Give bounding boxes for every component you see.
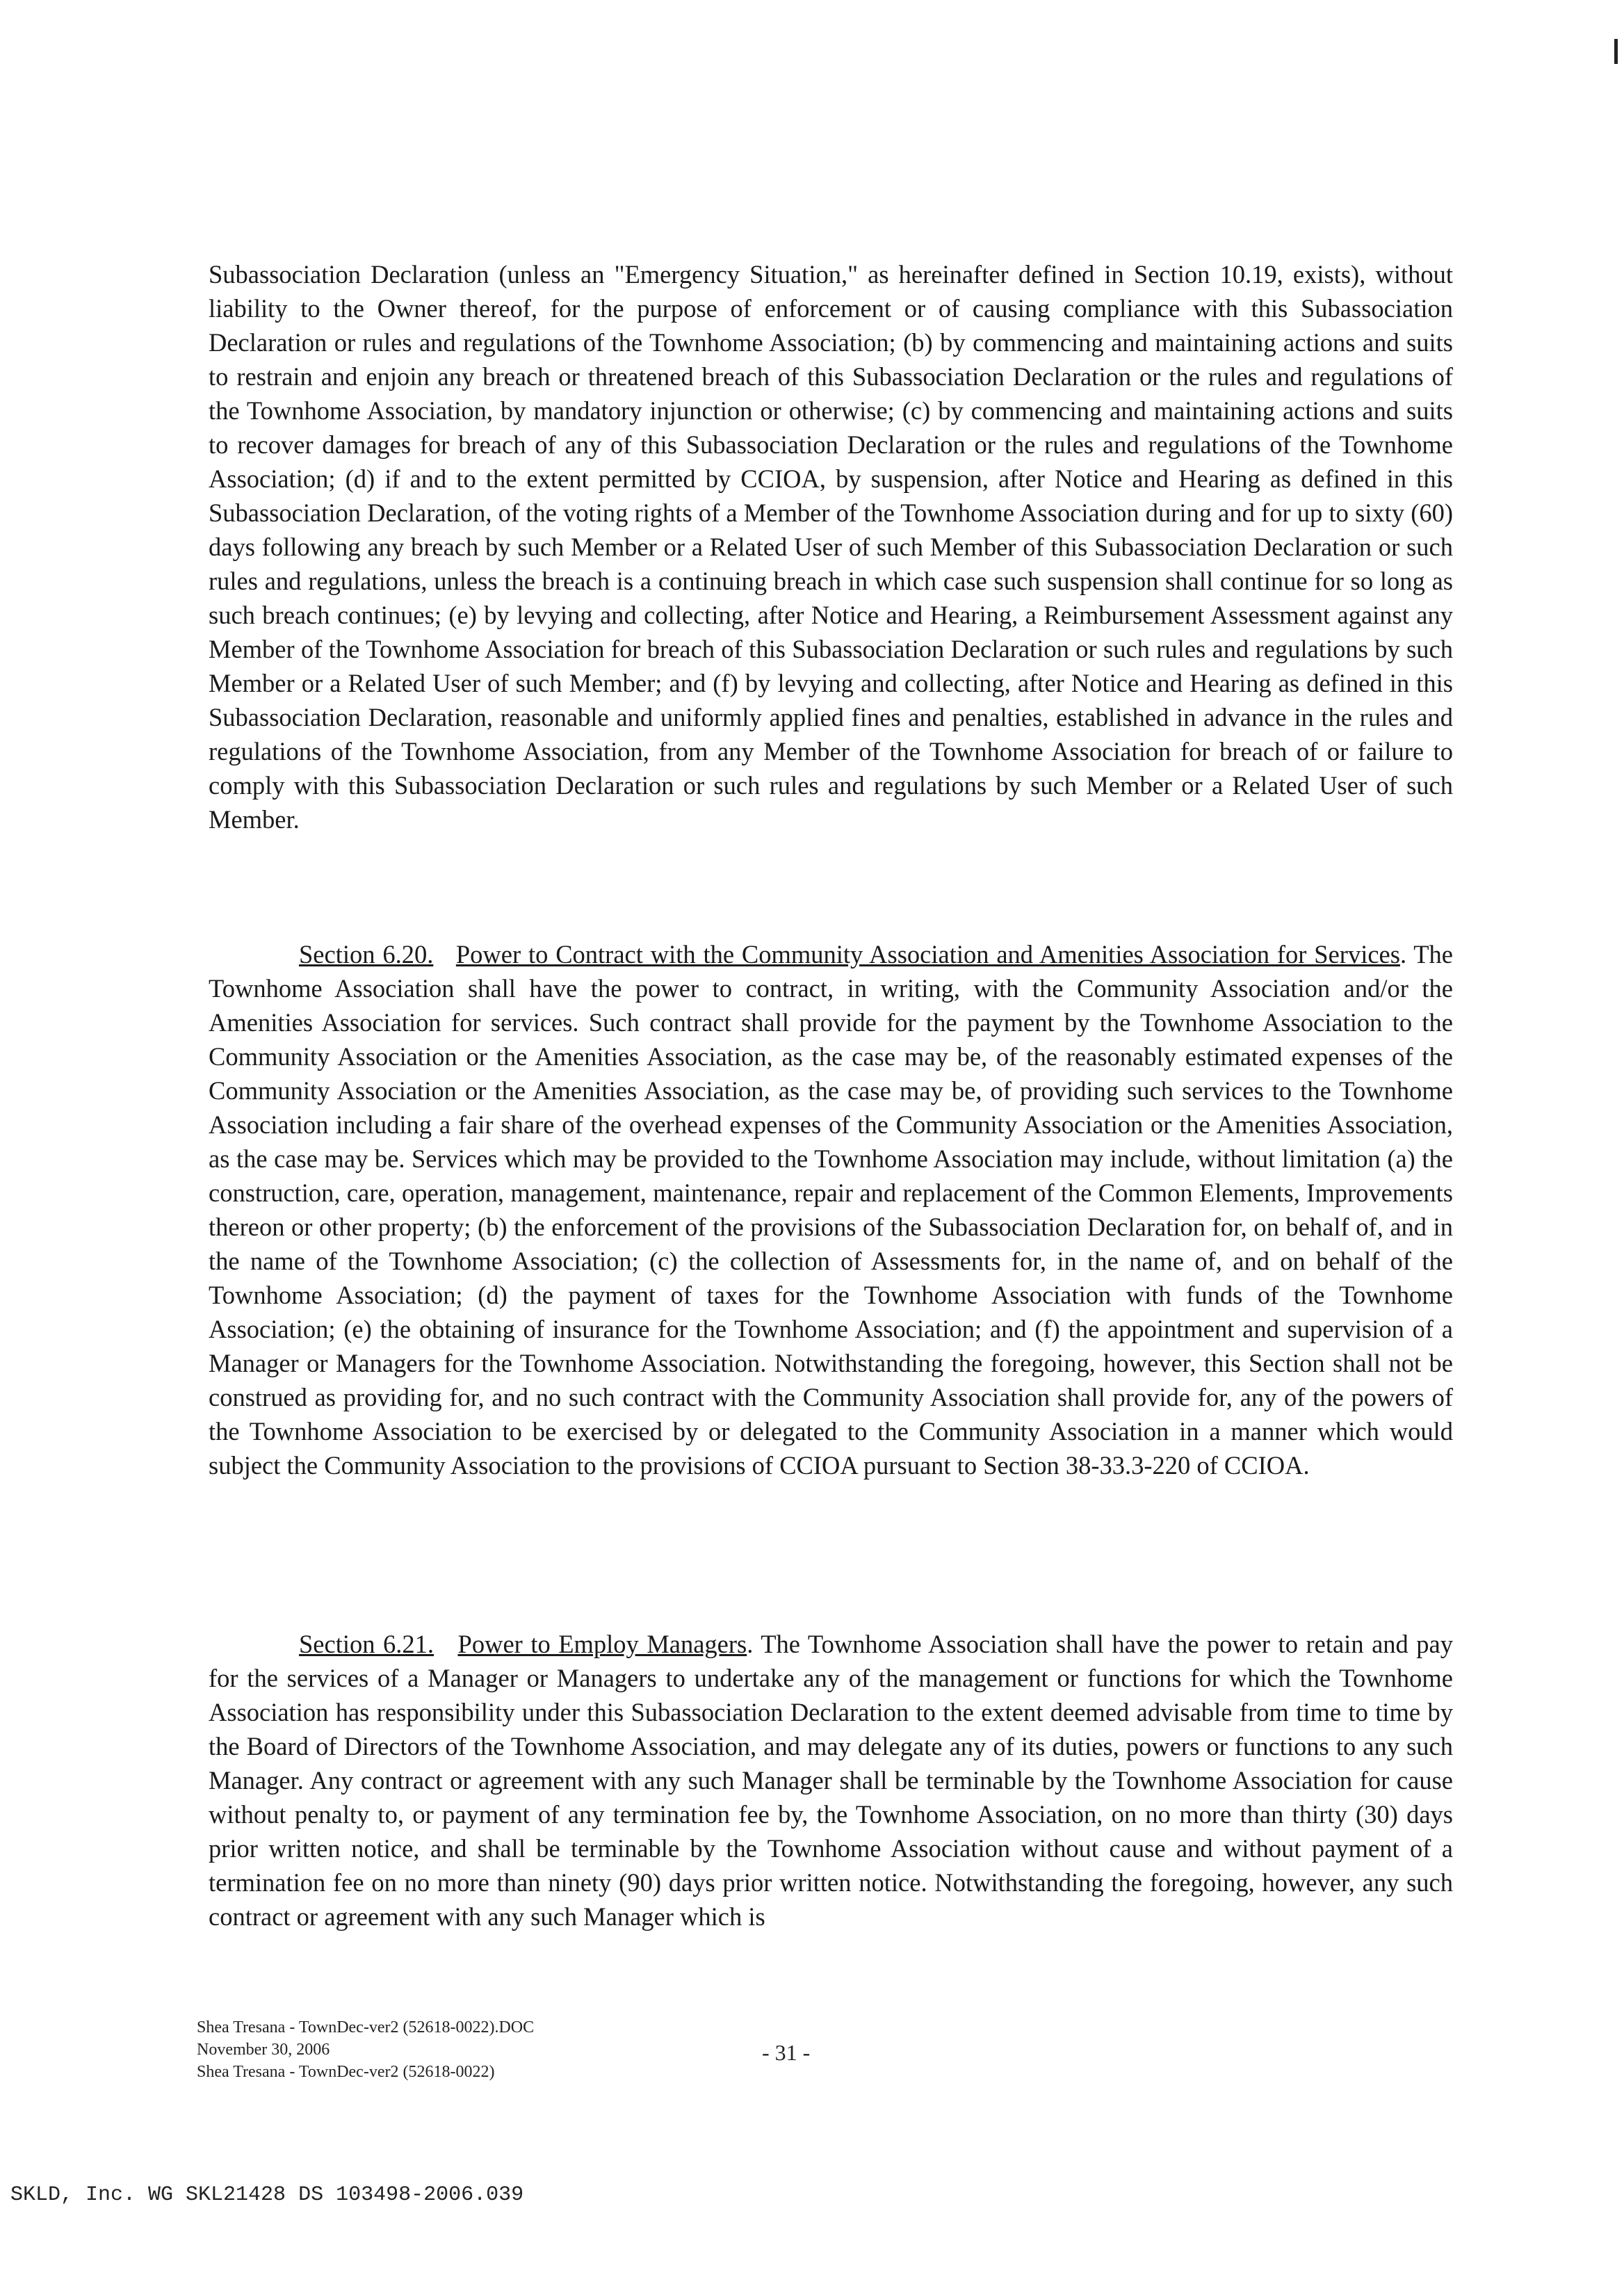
- section-6-21-number: Section 6.21.: [299, 1630, 434, 1658]
- section-6-20: [209, 937, 1453, 1482]
- section-6-21-body: . The Townhome Association shall have the power to retain and pay for the services of a Manager or Managers to undertake any of the management or functions for which the Townhome Association has responsibility under this Subassociation Declaration to the extent deemed advisable from time to time by the Board of Directors of the Townhome Association, and may delegate any of its duties, powers or functions to any such Manager. Any contract or agreement with any such Manager shall be terminable by the Townhome Association for cause without penalty to, or payment of any termination fee by, the Townhome Association, on no more than thirty (30) days prior written notice, and shall be terminable by the Townhome Association without cause and without payment of a termination fee on no more than ninety (90) days prior written notice. Notwithstanding the foregoing, however, any such contract or agreement with any such Manager which is: [209, 1630, 1454, 1931]
- section-6-20-title: Power to Contract with the Community Association and Amenities Association for Services: [455, 940, 1400, 969]
- paragraph-enforcement-continued: Subassociation Declaration (unless an "Emergency Situation," as hereinafter defined in Section 10.19, exists), without liability to the Owner thereof, for the purpose of enforcement or of causing compliance with this Subassociation Declaration or rules and regulations of the Townhome Association; (b) by commencing and maintaining actions and suits to restrain and enjoin any breach or threatened breach of this Subassociation Declaration or the rules and regulations of the Townhome Association, by mandatory injunction or otherwise; (c) by commencing and maintaining actions and suits to recover damages for breach of any of this Subassociation Declaration or the rules and regulations of the Townhome Association; (d) if and to the extent permitted by CCIOA, by suspension, after Notice and Hearing as defined in this Subassociation Declaration, of the voting rights of a Member of the Townhome Association during and for up to sixty (60) days following any breach by such Member or a Related User of such Member of this Subassociation Declaration or such rules and regulations, unless the breach is a continuing breach in which case such suspension shall continue for so long as such breach continues; (e) by levying and collecting, after Notice and Hearing, a Reimbursement Assessment against any Member of the Townhome Association for breach of this Subassociation Declaration or such rules and regulations by such Member or a Related User of such Member; and (f) by levying and collecting, after Notice and Hearing as defined in this Subassociation Declaration, reasonable and uniformly applied fines and penalties, established in advance in the rules and regulations of the Townhome Association, from any Member of the Townhome Association for breach of or failure to comply with this Subassociation Declaration or such rules and regulations by such Member or a Related User of such Member.: [209, 260, 1453, 834]
- footer-file-info: [197, 2016, 534, 2083]
- section-6-21: [209, 1627, 1453, 1934]
- recording-stamp: SKLD, Inc. WG SKL21428 DS 103498-2006.039: [10, 2183, 524, 2207]
- footer-filename: Shea Tresana - TownDec-ver2 (52618-0022).DOC: [197, 2018, 535, 2036]
- scan-margin-mark: [1614, 39, 1618, 64]
- section-6-20-body: . The Townhome Association shall have the power to contract, in writing, with the Community Association and/or the Amenities Association for services. Such contract shall provide for the payment by the Townhome Association to the Community Association or the Amenities Association, as the case may be, of the reasonably estimated expenses of the Community Association or the Amenities Association, as the case may be, of providing such services to the Townhome Association including a fair share of the overhead expenses of the Community Association or the Amenities Association, as the case may be. Services which may be provided to the Townhome Association may include, without limitation (a) the construction, care, operation, management, maintenance, repair and replacement of the Common Elements, Improvements thereon or other property; (b) the enforcement of the provisions of the Subassociation Declaration for, on behalf of, and in the name of the Townhome Association; (c) the collection of Assessments for, in the name of, and on behalf of the Townhome Association; (d) the payment of taxes for the Townhome Association with funds of the Townhome Association; (e) the obtaining of insurance for the Townhome Association; and (f) the appointment and supervision of a Manager or Managers for the Townhome Association. Notwithstanding the foregoing, however, this Section shall not be construed as providing for, and no such contract with the Community Association shall provide for, any of the powers of the Townhome Association to be exercised by or delegated to the Community Association in a manner which would subject the Community Association to the provisions of CCIOA pursuant to Section 38-33.3-220 of CCIOA.: [209, 940, 1454, 1480]
- footer-doc-id: Shea Tresana - TownDec-ver2 (52618-0022): [197, 2063, 495, 2081]
- section-6-20-number: Section 6.20.: [299, 940, 434, 969]
- page-number: - 31 -: [762, 2040, 811, 2065]
- section-6-21-title: Power to Employ Managers: [457, 1630, 747, 1658]
- footer-date: November 30, 2006: [197, 2041, 330, 2059]
